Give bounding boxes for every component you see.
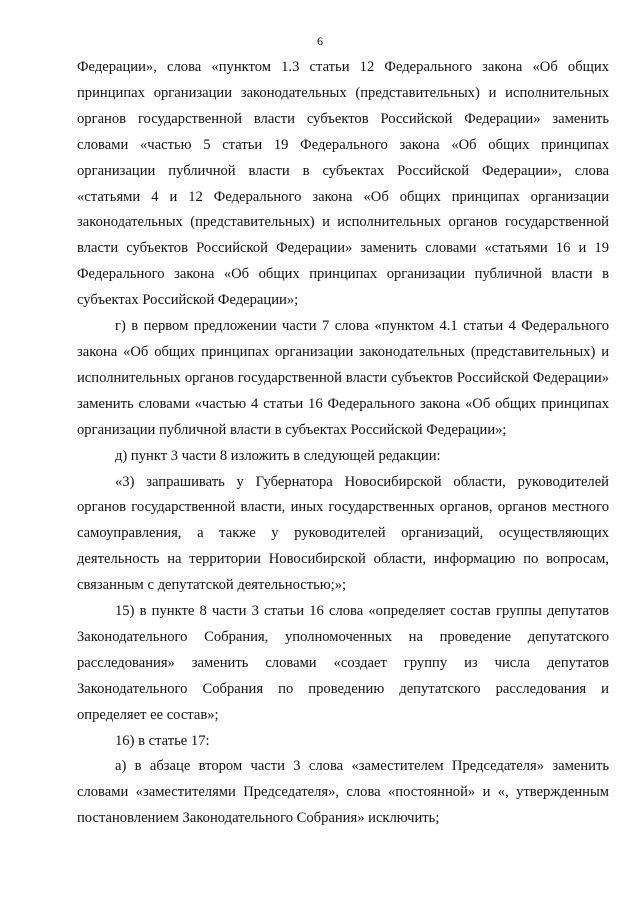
paragraph-item-a: а) в абзаце втором части 3 слова «заместителем Председателя» заменить словами «заместителями Председателя», слова «постоянной» и «, утвержденным постановлением Законодательного Собрания» исключить; bbox=[77, 758, 609, 827]
paragraph-continuation: Федерации», слова «пунктом 1.3 статьи 12 Федерального закона «Об общих принципах организации законодательных (представительных) и исполнительных органов государственной власти субъектов Российской Федерации» заменить словами «частью 5 статьи 19 Федерального закона «Об общих принципах организации публичной власти в субъектах Российской Федерации», слова «статьями 4 и 12 Федерального закона «Об общих принципах организации законодательных (представительных) и исполнительных органов государственной власти субъектов Российской Федерации» заменить словами «статьями 16 и 19 Федерального закона «Об общих принципах организации публичной власти в субъектах Российской Федерации»; bbox=[77, 59, 609, 309]
paragraph-item-16: 16) в статье 17: bbox=[115, 732, 210, 749]
paragraph-quoted-point-3: «3) запрашивать у Губернатора Новосибирской области, руководителей органов государственной власти, иных государственных органов, органов местного самоуправления, а также у руководителей организаций, осуществляющих деятельность на территории Новосибирской области, информацию по вопросам, связанным с депутатской деятельностью;»; bbox=[77, 473, 609, 594]
paragraph-item-d: д) пункт 3 части 8 изложить в следующей редакции: bbox=[115, 447, 441, 464]
paragraph-item-15: 15) в пункте 8 части 3 статьи 16 слова «определяет состав группы депутатов Законодательного Собрания, уполномоченных на проведение депутатского расследования» заменить словами «создает группу из числа депутатов Законодательного Собрания по проведению депутатского расследования и определяет ее состав»; bbox=[77, 603, 609, 723]
document-body bbox=[77, 55, 609, 832]
page-number: 6 bbox=[317, 34, 323, 48]
paragraph-item-g: г) в первом предложении части 7 слова «пунктом 4.1 статьи 4 Федерального закона «Об общих принципах организации законодательных (представительных) и исполнительных органов государственной власти субъектов Российской Федерации» заменить словами «частью 4 статьи 16 Федерального закона «Об общих принципах организации публичной власти в субъектах Российской Федерации»; bbox=[77, 318, 609, 438]
